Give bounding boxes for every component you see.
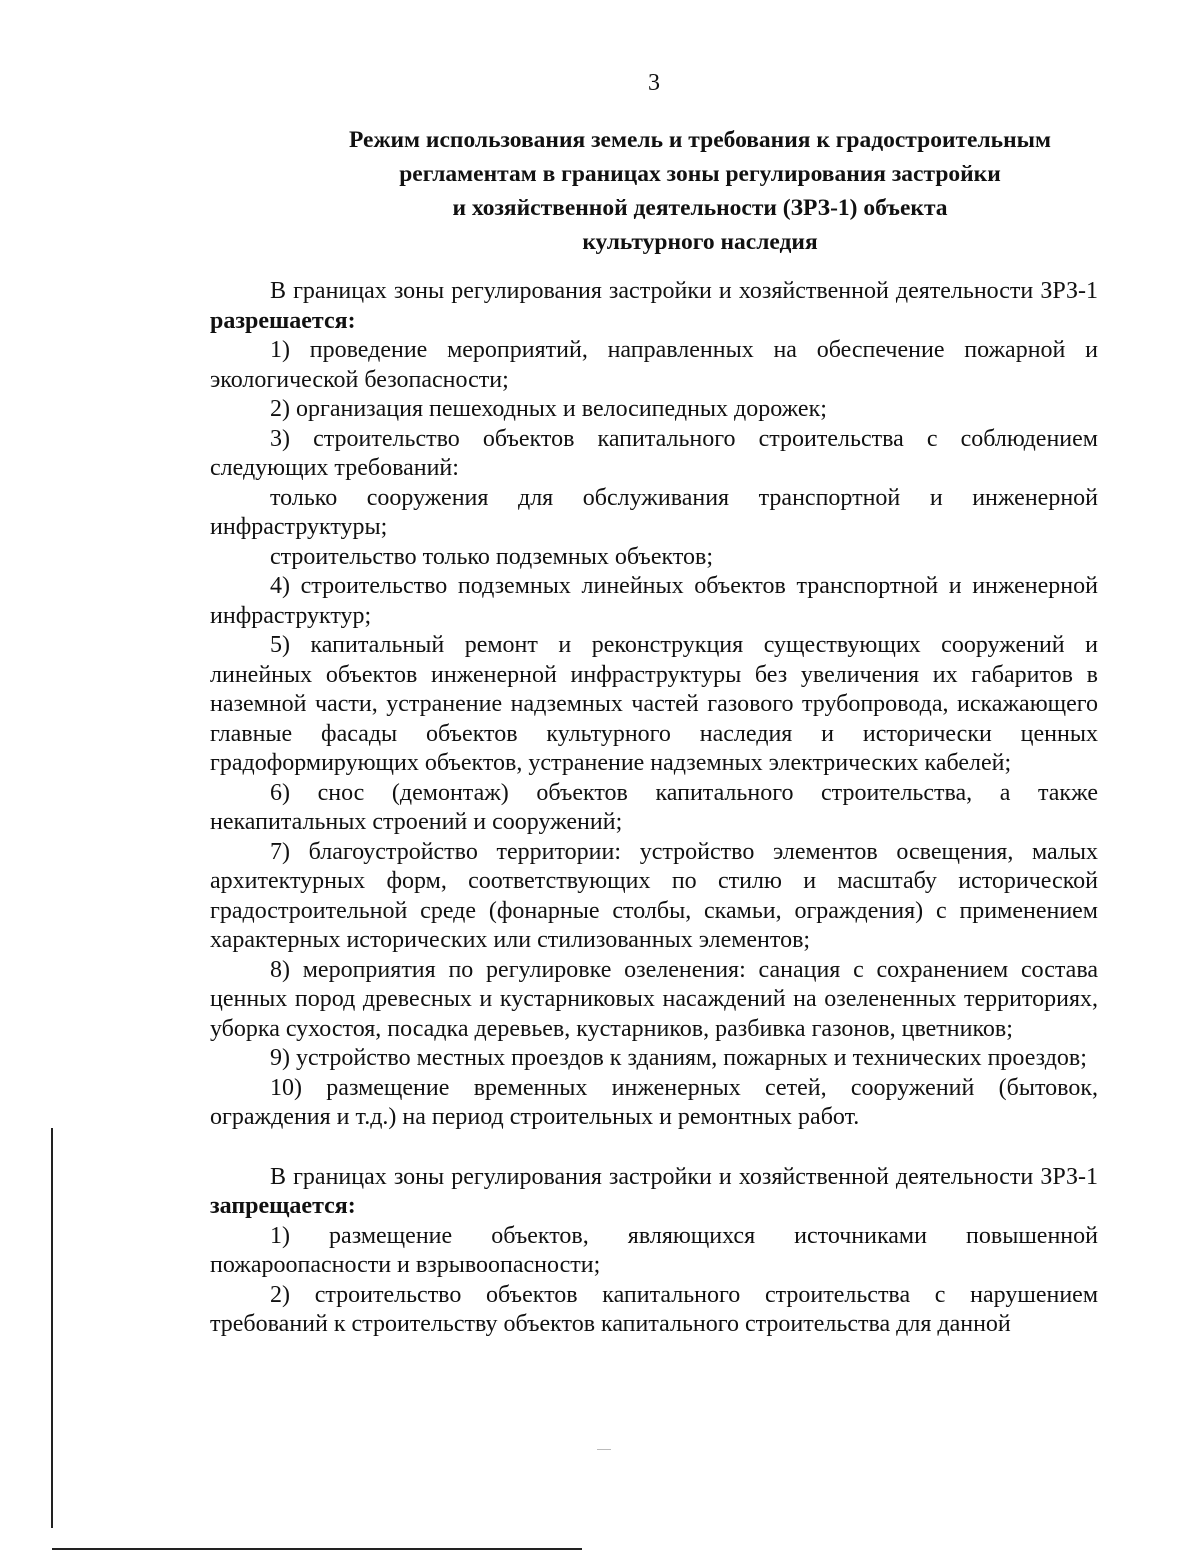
allowed-item: только сооружения для обслуживания транспортной и инженерной инфраструктуры; — [210, 484, 1098, 540]
allowed-intro-text: В границах зоны регулирования застройки и хозяйственной деятельности ЗРЗ-1 — [270, 278, 1098, 304]
allowed-item: 6) снос (демонтаж) объектов капитального строительства, а также некапитальных строений и сооружений; — [210, 779, 1098, 835]
heading-line: регламентам в границах зоны регулирования застройки — [399, 161, 1001, 187]
heading-line: Режим использования земель и требования к градостроительным — [349, 127, 1051, 153]
allowed-item: 1) проведение мероприятий, направленных на обеспечение пожарной и экологической безопасности; — [210, 337, 1098, 393]
allowed-item: 2) организация пешеходных и велосипедных дорожек; — [270, 396, 827, 422]
heading-line: культурного наследия — [582, 229, 818, 255]
allowed-item: 4) строительство подземных линейных объектов транспортной и инженерной инфраструктур; — [210, 573, 1098, 629]
prohibited-item: 2) строительство объектов капитального строительства с нарушением требований к строительству объектов капитального строительства для данной — [210, 1281, 1098, 1337]
allowed-item: 5) капитальный ремонт и реконструкция существующих сооружений и линейных объектов инженерной инфраструктуры без увеличения их габаритов в наземной части, устранение надземных частей газового трубопровода, искажающего главные фасады объектов культурного наследия и исторически ценных градоформирующих объектов, устранение надземных электрических кабелей; — [210, 632, 1098, 776]
allowed-item: 10) размещение временных инженерных сетей, сооружений (бытовок, ограждения и т.д.) на период строительных и ремонтных работ. — [210, 1074, 1098, 1130]
page-number: 3 — [648, 70, 660, 96]
allowed-item: 8) мероприятия по регулировке озеленения: санация с сохранением состава ценных пород древесных и кустарниковых насаждений на озелененных территориях, уборка сухостоя, посадка деревьев, кустарников, разбивка газонов, цветников; — [210, 956, 1098, 1042]
scan-margin-line — [51, 1128, 53, 1528]
allowed-item: строительство только подземных объектов; — [270, 543, 714, 570]
section-spacer — [210, 1133, 1098, 1163]
prohibited-intro-paragraph — [210, 1163, 1098, 1222]
allowed-item: 3) строительство объектов капитального строительства с соблюдением следующих требований: — [210, 425, 1098, 481]
prohibited-item: 1) размещение объектов, являющихся источниками повышенной пожароопасности и взрывоопасности; — [210, 1222, 1098, 1278]
heading-line: и хозяйственной деятельности (ЗРЗ-1) объекта — [452, 195, 948, 221]
prohibited-intro-text: В границах зоны регулирования застройки и хозяйственной деятельности ЗРЗ-1 — [270, 1163, 1098, 1190]
allowed-intro-paragraph — [210, 277, 1098, 336]
allowed-keyword: разрешается: — [210, 307, 356, 334]
document-heading — [200, 123, 1200, 259]
footnote-rule — [52, 1548, 582, 1550]
prohibited-keyword: запрещается: — [210, 1193, 356, 1219]
allowed-item: 9) устройство местных проездов к зданиям, пожарных и технических проездов; — [270, 1045, 1087, 1071]
scan-speck — [597, 1449, 611, 1450]
allowed-item: 7) благоустройство территории: устройство элементов освещения, малых архитектурных форм, соответствующих по стилю и масштабу исторической градостроительной среде (фонарные столбы, скамьи, ограждения) с применением характерных исторических или стилизованных элементов; — [210, 838, 1098, 953]
document-body — [210, 277, 1098, 1340]
